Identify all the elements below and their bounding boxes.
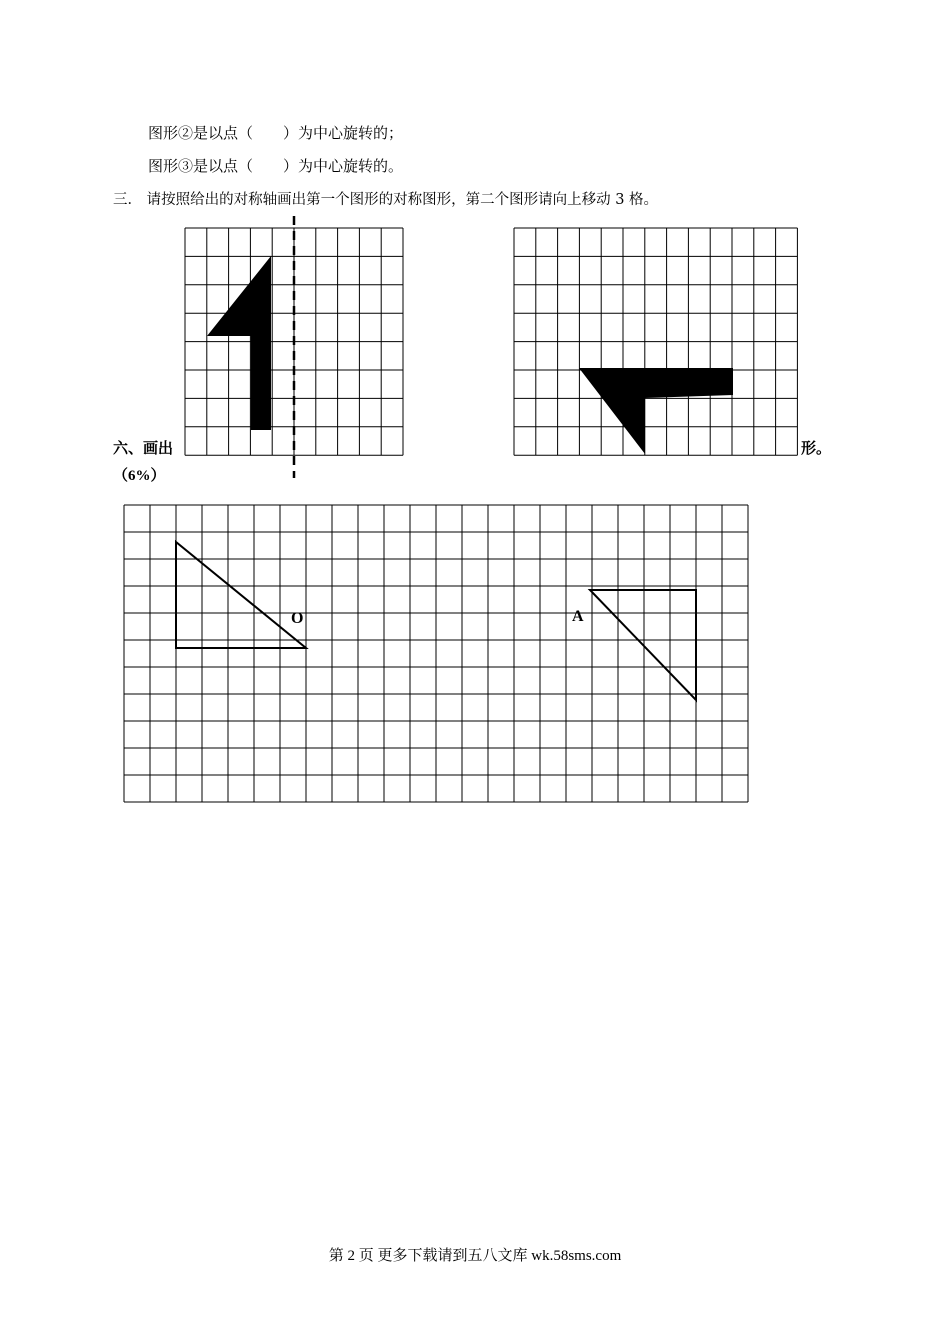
rotation-grid <box>124 505 748 802</box>
triangle-right <box>590 590 696 700</box>
arrow-shape-left <box>207 256 271 430</box>
point-o-label: O <box>291 610 304 627</box>
rotation-question-3: 图形③是以点（ ）为中心旋转的。 <box>148 157 404 175</box>
rotation-question-2: 图形②是以点（ ）为中心旋转的； <box>148 124 404 142</box>
question-6-heading-right: 形。 <box>801 441 832 457</box>
triangle-left <box>176 542 306 648</box>
question-3-text: 三． 请按照给出的对称轴画出第一个图形的对称图形，第二个图形请向上移动 3 格。 <box>113 192 659 208</box>
question-6-score: （6%） <box>113 468 166 484</box>
point-a-label: A <box>572 608 584 625</box>
page-footer: 第 2 页 更多下载请到五八文库 wk.58sms.com <box>328 1248 622 1264</box>
question-6-heading-left: 六、画出 <box>113 441 174 457</box>
translation-grid <box>514 228 797 455</box>
